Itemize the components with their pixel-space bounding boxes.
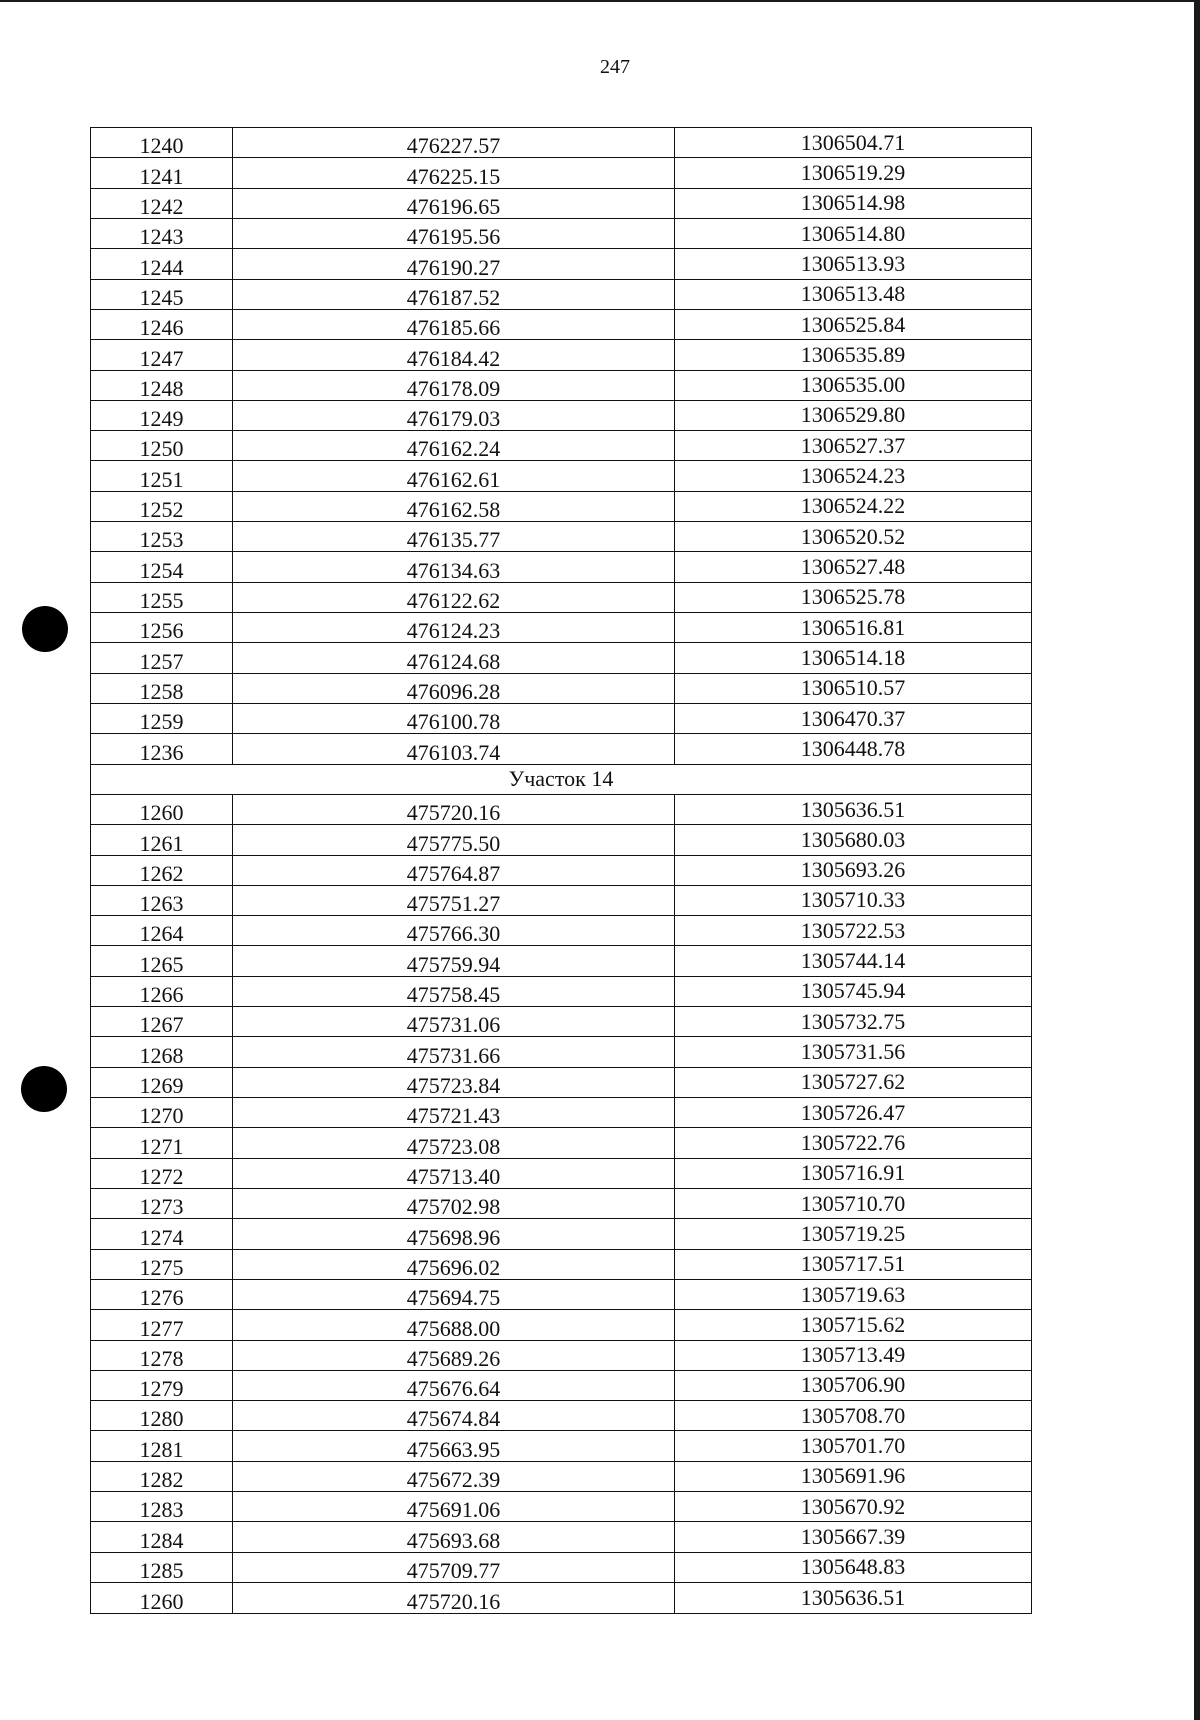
- x-coordinate-cell: 475694.75: [233, 1279, 675, 1309]
- x-coordinate-cell: 475723.08: [233, 1128, 675, 1158]
- point-number-cell: 1251: [91, 461, 233, 491]
- y-coordinate-cell: 1306527.37: [675, 431, 1032, 461]
- table-row: [91, 461, 1032, 491]
- point-number-cell: 1241: [91, 158, 233, 188]
- y-coordinate-cell: 1305670.92: [675, 1492, 1032, 1522]
- x-coordinate-cell: 476162.61: [233, 461, 675, 491]
- point-number-cell: 1247: [91, 340, 233, 370]
- table-row: [91, 825, 1032, 855]
- y-coordinate-cell: 1305719.25: [675, 1219, 1032, 1249]
- y-coordinate-cell: 1306525.78: [675, 582, 1032, 612]
- x-coordinate-cell: 475676.64: [233, 1370, 675, 1400]
- y-coordinate-cell: 1306527.48: [675, 552, 1032, 582]
- x-coordinate-cell: 476187.52: [233, 279, 675, 309]
- y-coordinate-cell: 1305732.75: [675, 1007, 1032, 1037]
- y-coordinate-cell: 1305710.33: [675, 885, 1032, 915]
- y-coordinate-cell: 1306514.98: [675, 188, 1032, 218]
- point-number-cell: 1254: [91, 552, 233, 582]
- page-number: 247: [600, 56, 630, 78]
- punch-hole: [22, 606, 68, 652]
- table-row: [91, 855, 1032, 885]
- y-coordinate-cell: 1305722.53: [675, 916, 1032, 946]
- table-row: [91, 431, 1032, 461]
- table-row: [91, 1492, 1032, 1522]
- table-row: [91, 552, 1032, 582]
- table-row: [91, 128, 1032, 158]
- x-coordinate-cell: 475689.26: [233, 1340, 675, 1370]
- point-number-cell: 1260: [91, 794, 233, 824]
- y-coordinate-cell: 1305722.76: [675, 1128, 1032, 1158]
- y-coordinate-cell: 1306516.81: [675, 613, 1032, 643]
- x-coordinate-cell: 476096.28: [233, 673, 675, 703]
- point-number-cell: 1277: [91, 1310, 233, 1340]
- y-coordinate-cell: 1306514.18: [675, 643, 1032, 673]
- y-coordinate-cell: 1305710.70: [675, 1188, 1032, 1218]
- x-coordinate-cell: 475693.68: [233, 1522, 675, 1552]
- point-number-cell: 1282: [91, 1461, 233, 1491]
- table-row: [91, 218, 1032, 248]
- y-coordinate-cell: 1306525.84: [675, 309, 1032, 339]
- y-coordinate-cell: 1305727.62: [675, 1067, 1032, 1097]
- table-row: [91, 279, 1032, 309]
- table-row: [91, 1340, 1032, 1370]
- point-number-cell: 1263: [91, 885, 233, 915]
- table-row: [91, 976, 1032, 1006]
- table-row: [91, 340, 1032, 370]
- table-row: [91, 794, 1032, 824]
- y-coordinate-cell: 1305648.83: [675, 1552, 1032, 1582]
- table-row: [91, 703, 1032, 733]
- x-coordinate-cell: 476135.77: [233, 522, 675, 552]
- table-row: [91, 249, 1032, 279]
- y-coordinate-cell: 1305719.63: [675, 1279, 1032, 1309]
- y-coordinate-cell: 1305726.47: [675, 1098, 1032, 1128]
- x-coordinate-cell: 475691.06: [233, 1492, 675, 1522]
- y-coordinate-cell: 1306529.80: [675, 400, 1032, 430]
- y-coordinate-cell: 1306448.78: [675, 734, 1032, 764]
- point-number-cell: 1276: [91, 1279, 233, 1309]
- x-coordinate-cell: 476196.65: [233, 188, 675, 218]
- table-row: [91, 522, 1032, 552]
- x-coordinate-cell: 476190.27: [233, 249, 675, 279]
- point-number-cell: 1281: [91, 1431, 233, 1461]
- point-number-cell: 1278: [91, 1340, 233, 1370]
- y-coordinate-cell: 1306519.29: [675, 158, 1032, 188]
- table-row: [91, 643, 1032, 673]
- x-coordinate-cell: 475766.30: [233, 916, 675, 946]
- y-coordinate-cell: 1305731.56: [675, 1037, 1032, 1067]
- x-coordinate-cell: 476124.68: [233, 643, 675, 673]
- x-coordinate-cell: 475721.43: [233, 1098, 675, 1128]
- x-coordinate-cell: 476100.78: [233, 703, 675, 733]
- x-coordinate-cell: 475775.50: [233, 825, 675, 855]
- point-number-cell: 1264: [91, 916, 233, 946]
- y-coordinate-cell: 1306470.37: [675, 703, 1032, 733]
- x-coordinate-cell: 475759.94: [233, 946, 675, 976]
- y-coordinate-cell: 1305715.62: [675, 1310, 1032, 1340]
- point-number-cell: 1275: [91, 1249, 233, 1279]
- point-number-cell: 1265: [91, 946, 233, 976]
- x-coordinate-cell: 476184.42: [233, 340, 675, 370]
- table-row: [91, 1279, 1032, 1309]
- y-coordinate-cell: 1306510.57: [675, 673, 1032, 703]
- x-coordinate-cell: 475713.40: [233, 1158, 675, 1188]
- y-coordinate-cell: 1305693.26: [675, 855, 1032, 885]
- y-coordinate-cell: 1305716.91: [675, 1158, 1032, 1188]
- section-title: Участок 14: [91, 764, 1032, 794]
- table-row: [91, 188, 1032, 218]
- y-coordinate-cell: 1305706.90: [675, 1370, 1032, 1400]
- point-number-cell: 1256: [91, 613, 233, 643]
- y-coordinate-cell: 1305708.70: [675, 1401, 1032, 1431]
- table-row: [91, 1188, 1032, 1218]
- table-row: [91, 673, 1032, 703]
- point-number-cell: 1271: [91, 1128, 233, 1158]
- table-row: [91, 916, 1032, 946]
- y-coordinate-cell: 1305745.94: [675, 976, 1032, 1006]
- x-coordinate-cell: 475709.77: [233, 1552, 675, 1582]
- table-row: [91, 1037, 1032, 1067]
- scan-edge-top: [0, 0, 1200, 2]
- point-number-cell: 1273: [91, 1188, 233, 1218]
- point-number-cell: 1285: [91, 1552, 233, 1582]
- y-coordinate-cell: 1305667.39: [675, 1522, 1032, 1552]
- coordinates-table-body: [91, 128, 1032, 1614]
- table-row: [91, 400, 1032, 430]
- section-header-row: [91, 764, 1032, 794]
- point-number-cell: 1274: [91, 1219, 233, 1249]
- y-coordinate-cell: 1306520.52: [675, 522, 1032, 552]
- x-coordinate-cell: 476178.09: [233, 370, 675, 400]
- y-coordinate-cell: 1306504.71: [675, 128, 1032, 158]
- point-number-cell: 1242: [91, 188, 233, 218]
- table-row: [91, 1461, 1032, 1491]
- y-coordinate-cell: 1305636.51: [675, 794, 1032, 824]
- x-coordinate-cell: 476227.57: [233, 128, 675, 158]
- y-coordinate-cell: 1306513.93: [675, 249, 1032, 279]
- x-coordinate-cell: 475720.16: [233, 1583, 675, 1614]
- x-coordinate-cell: 475696.02: [233, 1249, 675, 1279]
- point-number-cell: 1270: [91, 1098, 233, 1128]
- table-row: [91, 1098, 1032, 1128]
- table-row: [91, 491, 1032, 521]
- x-coordinate-cell: 476195.56: [233, 218, 675, 248]
- table-row: [91, 1583, 1032, 1614]
- y-coordinate-cell: 1305636.51: [675, 1583, 1032, 1614]
- table-row: [91, 370, 1032, 400]
- x-coordinate-cell: 476122.62: [233, 582, 675, 612]
- x-coordinate-cell: 476103.74: [233, 734, 675, 764]
- point-number-cell: 1240: [91, 128, 233, 158]
- x-coordinate-cell: 475672.39: [233, 1461, 675, 1491]
- x-coordinate-cell: 475720.16: [233, 794, 675, 824]
- x-coordinate-cell: 475674.84: [233, 1401, 675, 1431]
- y-coordinate-cell: 1305701.70: [675, 1431, 1032, 1461]
- point-number-cell: 1261: [91, 825, 233, 855]
- x-coordinate-cell: 476185.66: [233, 309, 675, 339]
- table-row: [91, 1310, 1032, 1340]
- x-coordinate-cell: 476124.23: [233, 613, 675, 643]
- table-row: [91, 1522, 1032, 1552]
- x-coordinate-cell: 475731.06: [233, 1007, 675, 1037]
- point-number-cell: 1267: [91, 1007, 233, 1037]
- point-number-cell: 1284: [91, 1522, 233, 1552]
- table-row: [91, 158, 1032, 188]
- point-number-cell: 1268: [91, 1037, 233, 1067]
- x-coordinate-cell: 475758.45: [233, 976, 675, 1006]
- point-number-cell: 1269: [91, 1067, 233, 1097]
- coordinates-table: [90, 127, 1032, 1614]
- point-number-cell: 1262: [91, 855, 233, 885]
- table-row: [91, 1249, 1032, 1279]
- point-number-cell: 1279: [91, 1370, 233, 1400]
- point-number-cell: 1244: [91, 249, 233, 279]
- point-number-cell: 1258: [91, 673, 233, 703]
- point-number-cell: 1260: [91, 1583, 233, 1614]
- table-row: [91, 1401, 1032, 1431]
- table-row: [91, 946, 1032, 976]
- table-row: [91, 1552, 1032, 1582]
- point-number-cell: 1250: [91, 431, 233, 461]
- x-coordinate-cell: 476225.15: [233, 158, 675, 188]
- y-coordinate-cell: 1305744.14: [675, 946, 1032, 976]
- point-number-cell: 1266: [91, 976, 233, 1006]
- point-number-cell: 1283: [91, 1492, 233, 1522]
- point-number-cell: 1248: [91, 370, 233, 400]
- point-number-cell: 1253: [91, 522, 233, 552]
- point-number-cell: 1243: [91, 218, 233, 248]
- point-number-cell: 1245: [91, 279, 233, 309]
- point-number-cell: 1272: [91, 1158, 233, 1188]
- point-number-cell: 1280: [91, 1401, 233, 1431]
- x-coordinate-cell: 476162.24: [233, 431, 675, 461]
- table-row: [91, 309, 1032, 339]
- y-coordinate-cell: 1306524.22: [675, 491, 1032, 521]
- table-row: [91, 582, 1032, 612]
- y-coordinate-cell: 1306535.89: [675, 340, 1032, 370]
- x-coordinate-cell: 475764.87: [233, 855, 675, 885]
- x-coordinate-cell: 475751.27: [233, 885, 675, 915]
- table-row: [91, 734, 1032, 764]
- table-row: [91, 1370, 1032, 1400]
- y-coordinate-cell: 1306524.23: [675, 461, 1032, 491]
- table-row: [91, 1007, 1032, 1037]
- x-coordinate-cell: 475663.95: [233, 1431, 675, 1461]
- x-coordinate-cell: 475723.84: [233, 1067, 675, 1097]
- x-coordinate-cell: 475688.00: [233, 1310, 675, 1340]
- x-coordinate-cell: 476134.63: [233, 552, 675, 582]
- y-coordinate-cell: 1305691.96: [675, 1461, 1032, 1491]
- table-row: [91, 1158, 1032, 1188]
- point-number-cell: 1249: [91, 400, 233, 430]
- table-row: [91, 613, 1032, 643]
- y-coordinate-cell: 1306514.80: [675, 218, 1032, 248]
- y-coordinate-cell: 1305717.51: [675, 1249, 1032, 1279]
- y-coordinate-cell: 1306535.00: [675, 370, 1032, 400]
- x-coordinate-cell: 475698.96: [233, 1219, 675, 1249]
- x-coordinate-cell: 476179.03: [233, 400, 675, 430]
- point-number-cell: 1259: [91, 703, 233, 733]
- table-row: [91, 885, 1032, 915]
- point-number-cell: 1257: [91, 643, 233, 673]
- y-coordinate-cell: 1306513.48: [675, 279, 1032, 309]
- x-coordinate-cell: 475731.66: [233, 1037, 675, 1067]
- table-row: [91, 1431, 1032, 1461]
- point-number-cell: 1236: [91, 734, 233, 764]
- point-number-cell: 1246: [91, 309, 233, 339]
- point-number-cell: 1255: [91, 582, 233, 612]
- table-row: [91, 1219, 1032, 1249]
- x-coordinate-cell: 475702.98: [233, 1188, 675, 1218]
- punch-hole: [21, 1066, 67, 1112]
- table-row: [91, 1128, 1032, 1158]
- scan-edge-right: [1194, 0, 1200, 1720]
- point-number-cell: 1252: [91, 491, 233, 521]
- y-coordinate-cell: 1305713.49: [675, 1340, 1032, 1370]
- x-coordinate-cell: 476162.58: [233, 491, 675, 521]
- table-row: [91, 1067, 1032, 1097]
- y-coordinate-cell: 1305680.03: [675, 825, 1032, 855]
